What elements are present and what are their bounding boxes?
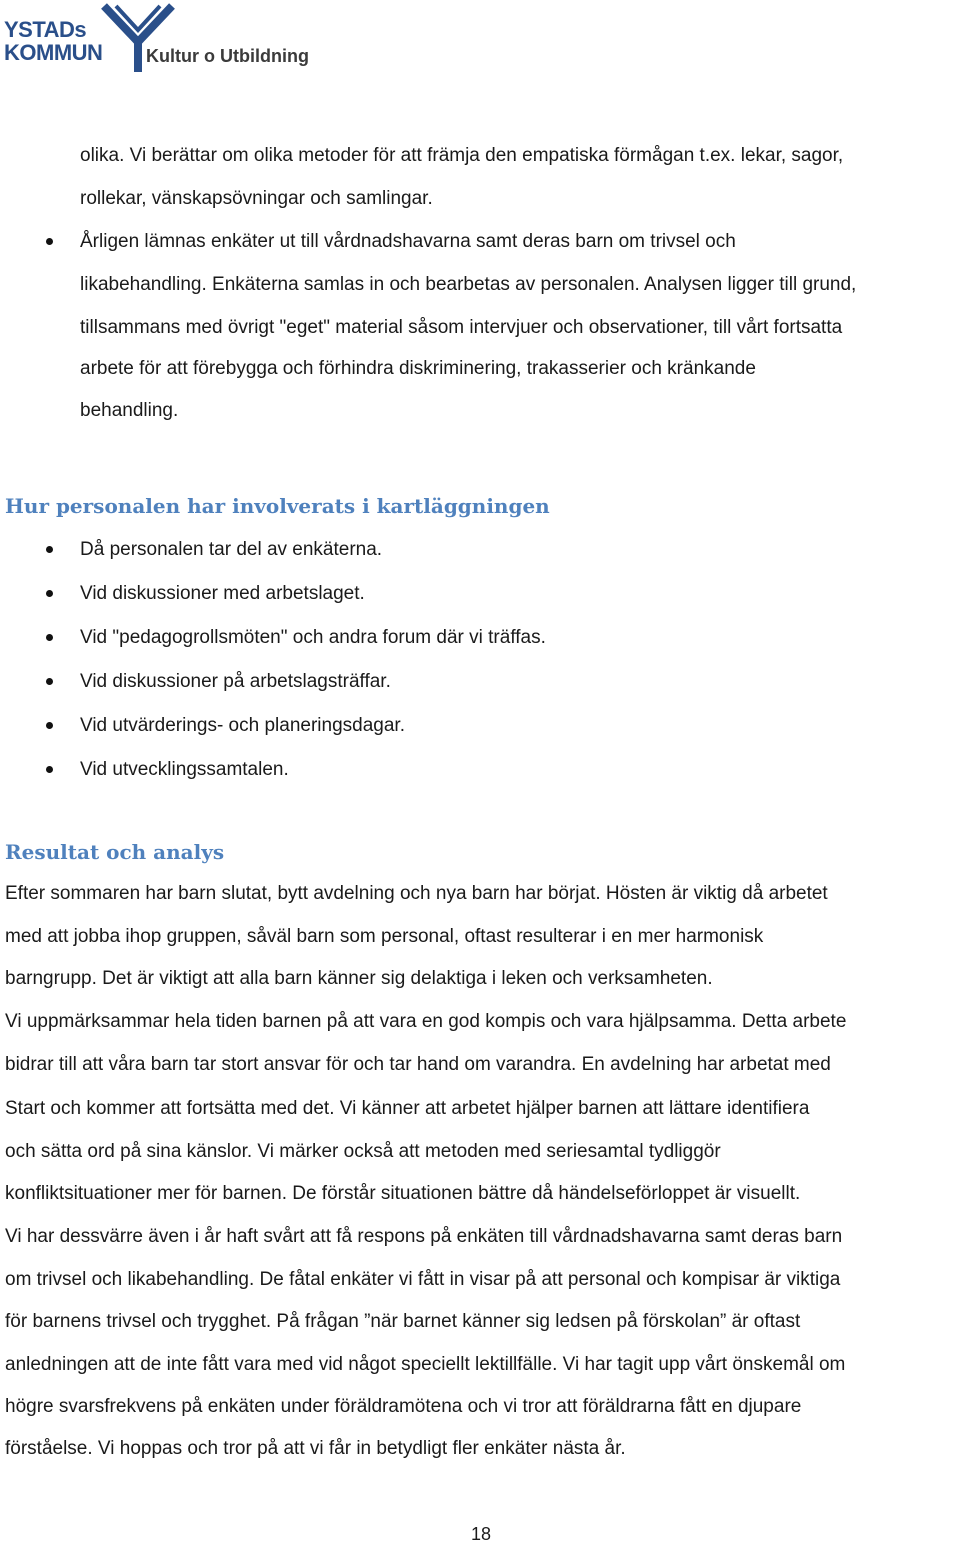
text-line: barngrupp. Det är viktigt att alla barn känner sig delaktiga i leken och verksamheten. xyxy=(5,968,713,989)
text-line: bidrar till att våra barn tar stort ansvar för och tar hand om varandra. En avdelning har arbetat med xyxy=(5,1054,831,1075)
bullet-icon xyxy=(46,722,53,729)
bullet-icon xyxy=(46,634,53,641)
list-item-text: Vid utvecklingssamtalen. xyxy=(80,759,289,780)
list-item-text: Vid utvärderings- och planeringsdagar. xyxy=(80,715,405,736)
list-item-text: Vid diskussioner med arbetslaget. xyxy=(80,583,365,604)
logo-line-2: KOMMUN xyxy=(4,40,103,65)
text-line: behandling. xyxy=(80,400,179,421)
section-heading-results: Resultat och analys xyxy=(5,840,225,864)
section-heading-involvement: Hur personalen har involverats i kartläggningen xyxy=(5,494,550,518)
text-line: likabehandling. Enkäterna samlas in och bearbetas av personalen. Analysen ligger till grund, xyxy=(80,274,857,295)
list-item-text: Vid "pedagogrollsmöten" och andra forum där vi träffas. xyxy=(80,627,546,648)
page-number: 18 xyxy=(471,1524,492,1544)
bullet-icon xyxy=(46,678,53,685)
municipality-logo xyxy=(0,0,340,80)
text-line: Efter sommaren har barn slutat, bytt avdelning och nya barn har börjat. Hösten är viktig då arbetet xyxy=(5,883,828,904)
bullet-icon xyxy=(46,238,53,245)
text-line: förståelse. Vi hoppas och tror på att vi får in betydligt fler enkäter nästa år. xyxy=(5,1438,626,1459)
logo-department: Kultur o Utbildning xyxy=(146,46,309,66)
list-item-text: Då personalen tar del av enkäterna. xyxy=(80,539,383,560)
text-line: Vi har dessvärre även i år haft svårt att få respons på enkäten till vårdnadshavarna samt deras barn xyxy=(5,1226,843,1247)
text-line: om trivsel och likabehandling. De fåtal enkäter vi fått in visar på att personal och kompisar är viktiga xyxy=(5,1269,841,1290)
logo-line-1: YSTADs xyxy=(4,17,87,42)
text-line: högre svarsfrekvens på enkäten under föräldramötena och vi tror att föräldrarna fått en djupare xyxy=(5,1396,802,1417)
text-line: Årligen lämnas enkäter ut till vårdnadshavarna samt deras barn om trivsel och xyxy=(80,231,736,252)
text-line: tillsammans med övrigt "eget" material såsom intervjuer och observationer, till vårt fortsatta xyxy=(80,317,843,338)
logo-wordmark xyxy=(4,18,104,64)
list-item-text: Vid diskussioner på arbetslagsträffar. xyxy=(80,671,391,692)
bullet-icon xyxy=(46,590,53,597)
bullet-icon xyxy=(46,546,53,553)
text-line: och sätta ord på sina känslor. Vi märker också att metoden med seriesamtal tydliggör xyxy=(5,1141,721,1162)
text-line: för barnens trivsel och trygghet. På frågan ”när barnet känner sig ledsen på förskolan” är oftast xyxy=(5,1311,801,1332)
text-line: konfliktsituationer mer för barnen. De förstår situationen bättre då händelseförloppet är visuellt. xyxy=(5,1183,801,1204)
text-line: Start och kommer att fortsätta med det. Vi känner att arbetet hjälper barnen att lättare identifiera xyxy=(5,1098,810,1119)
bullet-icon xyxy=(46,766,53,773)
text-line: arbete för att förebygga och förhindra diskriminering, trakasserier och kränkande xyxy=(80,358,756,379)
text-line: anledningen att de inte fått vara med vid något speciellt lektillfälle. Vi har tagit upp vårt önskemål om xyxy=(5,1354,846,1375)
text-line: olika. Vi berättar om olika metoder för att främja den empatiska förmågan t.ex. lekar, sagor, xyxy=(80,145,844,166)
text-line: med att jobba ihop gruppen, såväl barn som personal, oftast resulterar i en mer harmonisk xyxy=(5,926,764,947)
text-line: Vi uppmärksammar hela tiden barnen på att vara en god kompis och vara hjälpsamma. Detta arbete xyxy=(5,1011,847,1032)
